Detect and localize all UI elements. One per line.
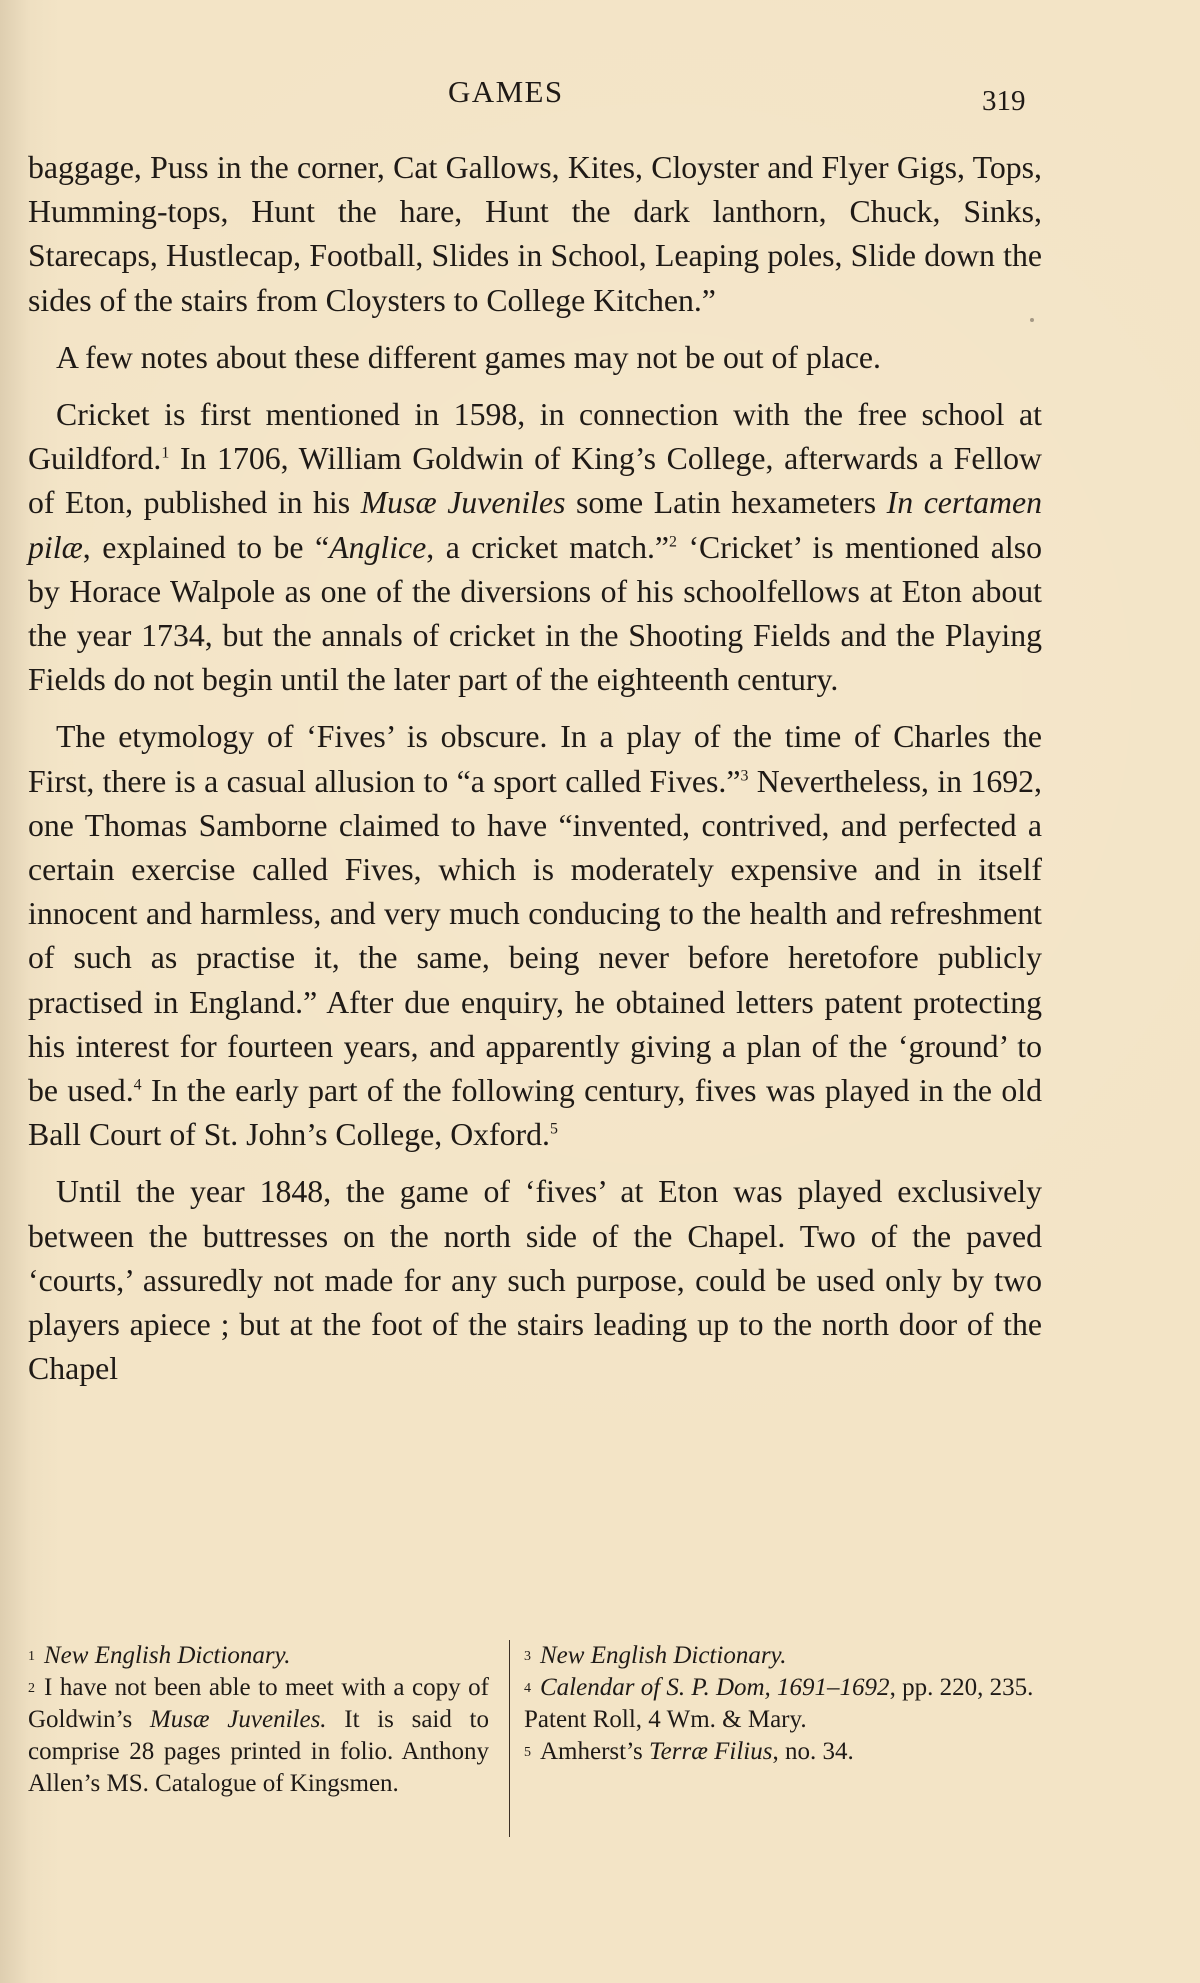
footnote-4-text: , pp. 220, 235. Patent Roll, 4 Wm. & Mary. <box>524 1674 1034 1733</box>
paragraph-continuation: baggage, Puss in the corner, Cat Gallows, Kites, Cloyster and Flyer Gigs, Tops, Humming-tops, Hunt the hare, Hunt the dark lanthorn, Chuck, Sinks, Starecaps, Hustlecap, Football, Slides in School, Leaping poles, Slide down the sides of the stairs from Cloysters to College Kitchen.” <box>28 150 1042 318</box>
paragraph-fives-history <box>28 715 1042 1157</box>
cricket-text-3: some Latin hexameters <box>565 485 887 521</box>
footnote-number-3: 3 <box>524 1649 531 1664</box>
footnote-5-text-1: Amherst’s <box>540 1738 650 1765</box>
footnote-column-divider <box>509 1640 510 1837</box>
fives-text-2: Nevertheless, in 1692, one Thomas Samborne claimed to have “invented, contrived, and perfected a certain exercise called Fives, which is moderately expensive and in itself innocent and harmless, and very much conducing to the health and refreshment of such as practise it, the same, being never before heretofore publicly practised in England.” After due enquiry, he obtained letters patent protecting his interest for fourteen years, and apparently giving a plan of the ‘ground’ to be used. <box>28 763 1042 1109</box>
cricket-text-4: , explained to be “ <box>82 529 330 565</box>
main-text <box>28 146 1042 1391</box>
footnote-number-1: 1 <box>28 1649 35 1664</box>
cricket-text-1: Cricket is first mentioned in 1598, in connection with the free school at Guildford. <box>28 397 1042 477</box>
footnote-3-italic: New English Dictionary. <box>540 1642 787 1669</box>
footnote-ref-2: 2 <box>669 533 677 551</box>
italic-latin-title: In certamen pilæ <box>28 485 1043 565</box>
running-head: GAMES <box>448 74 564 109</box>
footnote-ref-4: 4 <box>133 1076 142 1094</box>
footnotes-right-column <box>524 1640 1042 1768</box>
footnote-5-italic: Terræ Filius <box>649 1738 773 1765</box>
fives-text-3: In the early part of the following century, fives was played in the old Ball Court of St. John’s College, Oxford. <box>28 1073 1042 1153</box>
paragraph-fives-eton: Until the year 1848, the game of ‘fives’ at Eton was played exclusively between the buttresses on the north side of the Chapel. Two of the paved ‘courts,’ assuredly not made for any such purpose, could be used only by two players apiece ; but at the foot of the stairs leading up to the north door of the Chapel <box>28 1174 1042 1387</box>
page-number: 319 <box>982 85 1026 117</box>
footnote-5-text-2: , no. 34. <box>772 1738 854 1765</box>
cricket-text-2: In 1706, William Goldwin of King’s College, afterwards a Fellow of Eton, published in his <box>28 441 1042 521</box>
paragraph-notes: A few notes about these different games may not be out of place. <box>56 339 881 375</box>
footnote-2-italic: Musæ Juveniles. <box>149 1706 327 1733</box>
footnote-ref-3: 3 <box>740 767 749 785</box>
footnotes-left-column <box>28 1640 489 1800</box>
footnote-2 <box>28 1672 489 1800</box>
page-header <box>0 74 1200 117</box>
footnote-number-2: 2 <box>28 1681 35 1696</box>
footnote-number-4: 4 <box>524 1681 531 1696</box>
footnote-1-italic: New English Dictionary. <box>44 1642 291 1669</box>
footnote-number-5: 5 <box>524 1745 531 1760</box>
cricket-text-5: , a cricket match.” <box>426 529 670 565</box>
footnotes <box>28 1640 1042 1825</box>
footnote-2-text-2: It is said to comprise 28 pages printed in folio. Anthony Allen’s MS. Catalogue of Kingsmen. <box>28 1706 489 1797</box>
footnote-3 <box>524 1640 1042 1672</box>
cricket-text-6: ‘Cricket’ is mentioned also by Horace Walpole as one of the diversions of his schoolfellows at Eton about the year 1734, but the annals of cricket in the Shooting Fields and the Playing Fields do not begin until the later part of the eighteenth century. <box>28 529 1042 698</box>
paper-mark <box>1030 318 1034 322</box>
footnote-4-italic: Calendar of S. P. Dom, 1691–1692 <box>540 1674 890 1701</box>
footnote-4 <box>524 1672 1042 1736</box>
footnote-1 <box>28 1640 489 1672</box>
footnote-5 <box>524 1736 1042 1768</box>
italic-title-muse-juveniles: Musæ Juveniles <box>360 485 566 521</box>
italic-anglice: Anglice <box>329 529 427 565</box>
fives-text-1: The etymology of ‘Fives’ is obscure. In a play of the time of Charles the First, there is a casual allusion to “a sport called Fives.” <box>28 719 1042 799</box>
footnote-ref-1: 1 <box>161 444 170 462</box>
footnote-2-text-1: I have not been able to meet with a copy of Goldwin’s <box>28 1674 489 1733</box>
footnote-ref-5: 5 <box>549 1120 558 1138</box>
paragraph-cricket <box>28 393 1042 702</box>
